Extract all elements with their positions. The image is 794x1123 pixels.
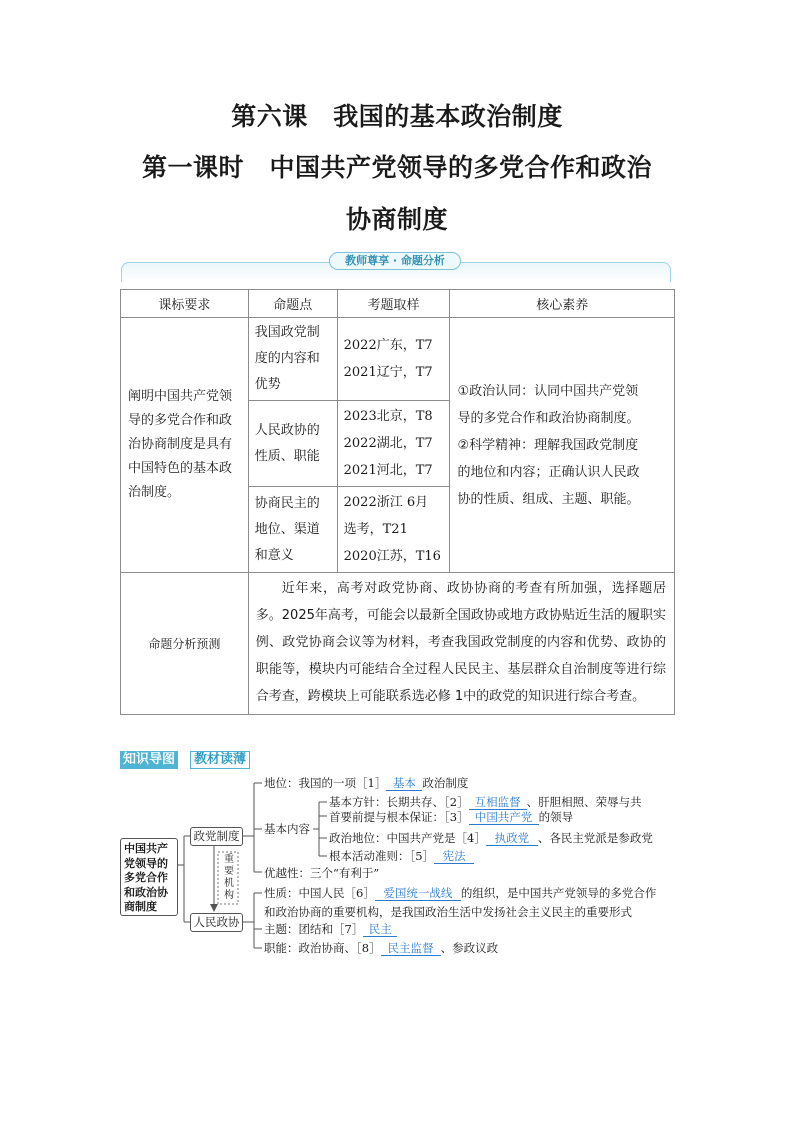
blank-8: 民主监督: [381, 942, 441, 956]
core-cell: ①政治认同：认同中国共产党领 导的多党合作和政治协商制度。 ②科学精神：理解我国政党制度 的地位和内容；正确认识人民政 协的性质、组成、主题、职能。: [450, 318, 675, 573]
section-title: 第一课时 中国共产党领导的多党合作和政治: [141, 153, 652, 182]
branch-position: 政治地位：中国共产党是［4］ 执政党 、各民主党派是参政党: [329, 831, 653, 845]
header-core: 核心素养: [450, 290, 675, 318]
exam-cell: 2023北京，T8 2022湖北，T7 2021河北，T7: [337, 401, 450, 487]
header-requirement: 课标要求: [121, 290, 249, 318]
blank-7: 民主: [363, 923, 397, 937]
branch-theme: 主题：团结和［7］ 民主: [264, 922, 397, 937]
prediction-label: 命题分析预测: [121, 573, 249, 715]
branch-nature: 性质：中国人民［6］ 爱国统一战线 的组织，是中国共产党领导的多党合作: [264, 886, 657, 900]
blank-2: 互相监督: [469, 796, 527, 810]
section-title-continued: 协商制度: [345, 205, 448, 234]
branch-rule: 根本活动准则：［5］ 宪法: [329, 849, 474, 864]
link-label-important-organ: 重 要 机 构: [224, 854, 234, 901]
lesson-title: 第六课 我国的基本政治制度: [231, 102, 563, 131]
blank-6: 爱国统一战线: [375, 887, 461, 901]
requirement-cell: 阐明中国共产党领 导的多党合作和政 治协商制度是具有 中国特色的基本政 治制度。: [121, 318, 249, 573]
branch-policy: 基本方针：长期共存、［2］ 互相监督 、肝胆相照、荣辱与共: [329, 795, 642, 809]
teacher-banner-label: 教师尊享 · 命题分析: [329, 252, 461, 270]
node-cppcc: 人民政协: [190, 913, 243, 932]
point-cell: 我国政党制 度的内容和 优势: [248, 318, 337, 401]
branch-nature-continued: 和政治协商的重要机构，是我国政治生活中发扬社会主义民主的重要形式: [264, 905, 632, 919]
blank-5: 宪法: [434, 850, 474, 864]
branch-function: 职能：政治协商、［8］ 民主监督 、参政议政: [264, 941, 499, 955]
point-cell: 人民政协的 性质、职能: [248, 401, 337, 487]
blank-4: 执政党: [486, 832, 538, 846]
branch-advantage: 优越性：三个“有利于”: [264, 866, 380, 880]
header-point: 命题点: [248, 290, 337, 318]
prediction-text: 近年来，高考对政党协商、政协协商的考查有所加强，选择题居多。2025年高考，可能会以最新全国政协或地方政协贴近生活的履职实例、政党协商会议等为材料，考查我国政党制度的内容和优势、政协的职能等，模块内可能结合全过程人民民主、基层群众自治制度等进行综合考查，跨模块上可能联系选必修 1中的政党的知识进行综合考查。: [248, 573, 674, 715]
branch-status: 地位：我国的一项［1］ 基本 政治制度: [264, 776, 469, 790]
exam-cell: 2022浙江 6月 选考，T21 2020江苏，T16: [337, 487, 450, 573]
blank-1: 基本: [386, 777, 422, 791]
header-exam: 考题取样: [337, 290, 450, 318]
exam-cell: 2022广东，T7 2021辽宁，T7: [337, 318, 450, 401]
node-party-system: 政党制度: [190, 827, 243, 846]
branch-premise: 首要前提与根本保证：［3］ 中国共产党 的领导: [329, 810, 574, 824]
knowledge-map-tag: 知识导图: [120, 751, 178, 769]
branch-content-label: 基本内容: [264, 822, 310, 836]
textbook-tag: 教材读薄: [190, 751, 250, 769]
blank-3: 中国共产党: [469, 811, 539, 825]
root-node: 中国共产 党领导的 多党合作 和政治协 商制度: [120, 838, 178, 916]
point-cell: 协商民主的 地位、渠道 和意义: [248, 487, 337, 573]
